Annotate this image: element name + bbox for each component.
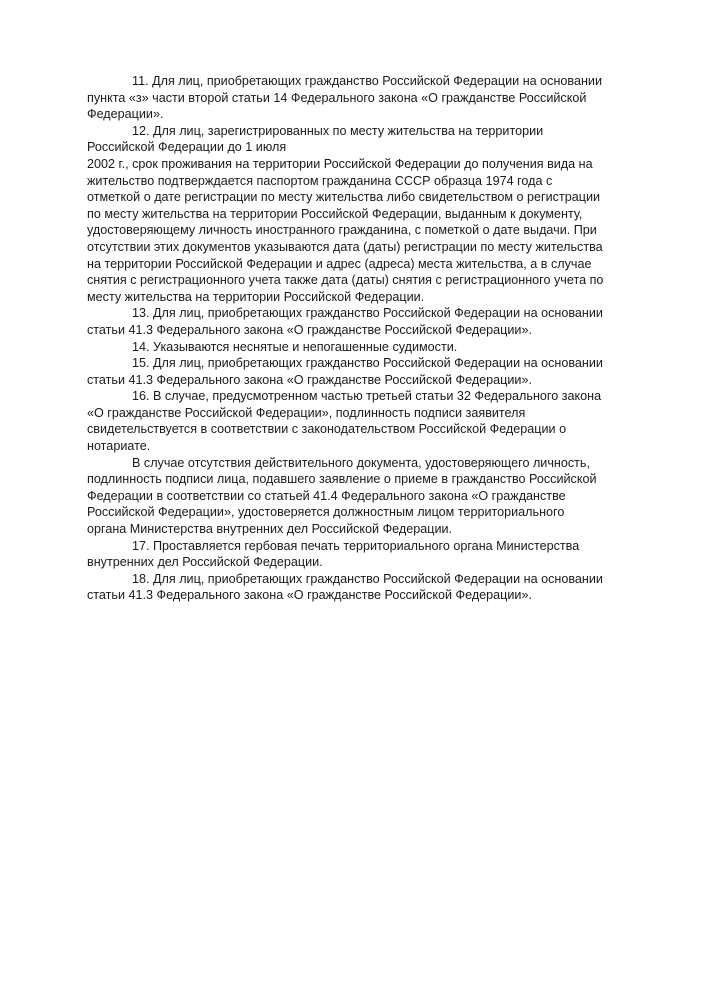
text-line: отметкой о дате регистрации по месту жительства либо свидетельством о регистрации [87, 190, 601, 205]
text-line: 2002 г., срок проживания на территории Российской Федерации до получения вида на [87, 156, 593, 171]
text-line: 15. Для лиц, приобретающих гражданство Российской Федерации на основании [132, 356, 603, 371]
text-line: подлинность подписи лица, подавшего заявление о приеме в гражданство Российской [87, 472, 597, 487]
text-line: 16. В случае, предусмотренном частью третьей статьи 32 Федерального закона [132, 389, 602, 404]
text-line: Федерации». [87, 107, 164, 122]
text-line: Российской Федерации», удостоверяется должностным лицом территориального [87, 505, 565, 520]
text-line: 14. Указываются неснятые и непогашенные судимости. [132, 339, 458, 354]
footnote-11 [87, 73, 627, 123]
text-line: статьи 41.3 Федерального закона «О гражданстве Российской Федерации». [87, 322, 532, 337]
footnote-18 [87, 571, 627, 604]
text-line: 11. Для лиц, приобретающих гражданство Российской Федерации на основании [132, 74, 602, 88]
text-line: нотариате. [87, 439, 151, 454]
text-line: «О гражданстве Российской Федерации», подлинность подписи заявителя [87, 405, 526, 420]
text-line: на территории Российской Федерации и адрес (адреса) места жительства, а в случае [87, 256, 592, 271]
text-line: 17. Проставляется гербовая печать территориального органа Министерства [132, 538, 580, 553]
text-line: свидетельствуется в соответствии с законодательством Российской Федерации о [87, 422, 567, 437]
text-line: статьи 41.3 Федерального закона «О гражданстве Российской Федерации». [87, 588, 532, 603]
text-line: по месту жительства на территории Российской Федерации, выданным к документу, [87, 206, 583, 221]
footnote-16-continuation [87, 455, 627, 538]
text-line: месту жительства на территории Российской Федерации. [87, 289, 425, 304]
text-line: жительство подтверждается паспортом гражданина СССР образца 1974 года с [87, 173, 553, 188]
text-line: Федерации в соответствии со статьей 41.4 Федерального закона «О гражданстве [87, 488, 566, 503]
text-line: Российской Федерации до 1 июля [87, 140, 287, 155]
text-line: 13. Для лиц, приобретающих гражданство Российской Федерации на основании [132, 306, 603, 321]
footnote-16 [87, 388, 627, 454]
text-line: В случае отсутствия действительного документа, удостоверяющего личность, [132, 455, 590, 470]
footnote-17 [87, 538, 627, 571]
footnote-12 [87, 123, 627, 306]
document-page [87, 73, 627, 604]
text-line: 12. Для лиц, зарегистрированных по месту жительства на территории [132, 123, 544, 138]
footnote-14 [87, 339, 627, 356]
text-line: статьи 41.3 Федерального закона «О гражданстве Российской Федерации». [87, 372, 532, 387]
text-line: внутренних дел Российской Федерации. [87, 555, 323, 570]
text-line: отсутствии этих документов указываются дата (даты) регистрации по месту жительства [87, 239, 603, 254]
footnote-13 [87, 305, 627, 338]
text-line: органа Министерства внутренних дел Российской Федерации. [87, 522, 453, 537]
text-line: удостоверяющему личность иностранного гражданина, с пометкой о дате выдачи. При [87, 223, 597, 238]
footnote-15 [87, 355, 627, 388]
text-line: снятия с регистрационного учета также дата (даты) снятия с регистрационного учета по [87, 273, 604, 288]
text-line: пункта «з» части второй статьи 14 Федерального закона «О гражданстве Российской [87, 90, 587, 105]
text-line: 18. Для лиц, приобретающих гражданство Российской Федерации на основании [132, 571, 603, 586]
